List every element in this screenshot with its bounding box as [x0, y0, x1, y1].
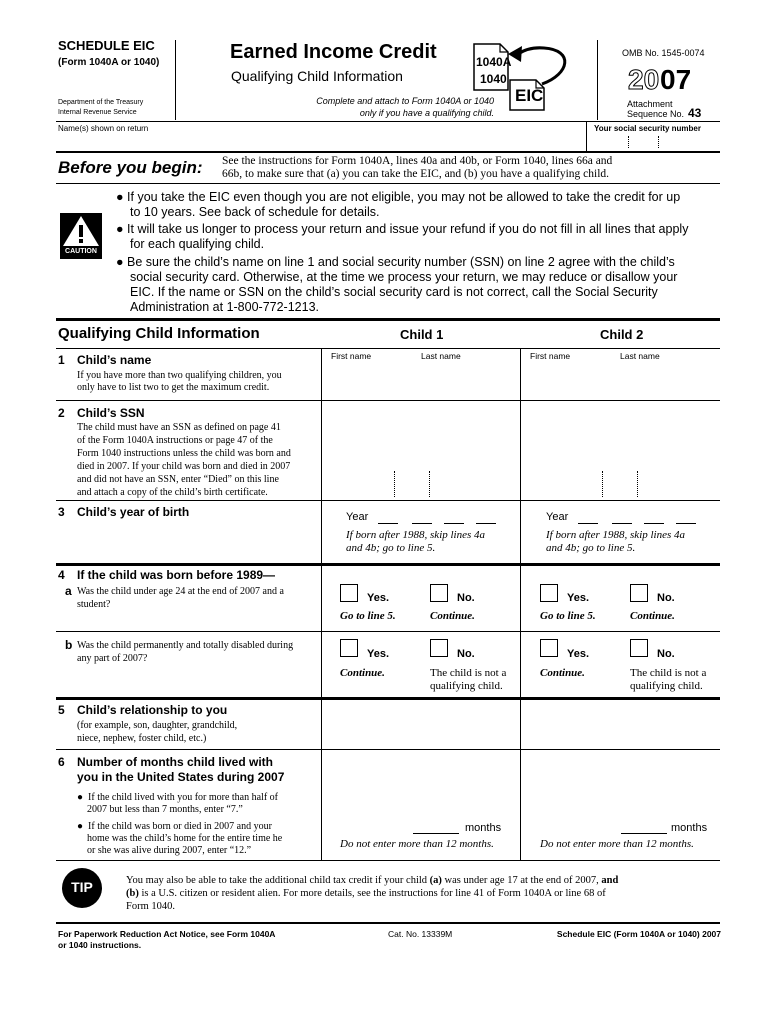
child1-4a-yes-action: Go to line 5. — [340, 610, 396, 622]
sequence-label: Sequence No. — [627, 109, 685, 119]
child2-4a-no-action: Continue. — [630, 610, 675, 622]
line4a-desc-1: Was the child under age 24 at the end of 2007 and a — [77, 586, 284, 597]
year-digit-line — [444, 523, 464, 524]
child1-heading: Child 1 — [400, 327, 444, 342]
not-qualifying-line: qualifying child. — [430, 680, 503, 692]
header-divider-left — [175, 40, 176, 120]
tip-icon — [62, 868, 102, 908]
year-note-line: and 4b; go to line 5. — [546, 542, 636, 554]
ssn-separator — [658, 136, 660, 148]
tip-text — [126, 874, 618, 913]
line5-desc-2: niece, nephew, foster child, etc.) — [77, 733, 207, 744]
child1-months-label: months — [465, 822, 502, 834]
child2-max-note: Do not enter more than 12 months. — [540, 838, 694, 850]
line4a-desc-2: student? — [77, 599, 111, 610]
line1-number: 1 — [58, 353, 65, 367]
logo-eic-text: EIC — [515, 86, 544, 105]
child2-4b-yes-label: Yes. — [567, 648, 590, 660]
header-thick-rule — [56, 151, 720, 153]
form-subtitle: Qualifying Child Information — [231, 68, 403, 84]
child2-first-name-label: First name — [530, 351, 571, 361]
tip-line: You may also be able to take the additional child tax credit if your child (a) was under age 17 at the end of 2007, and — [126, 875, 619, 886]
line4a-letter: a — [65, 584, 72, 598]
child1-ssn-field[interactable] — [323, 403, 518, 499]
ssn-separator — [637, 471, 639, 497]
line6-bullet-2 — [77, 821, 282, 857]
child1-last-name-label: Last name — [421, 351, 461, 361]
omb-number: OMB No. 1545-0074 — [622, 48, 705, 58]
row-thick-rule — [56, 697, 720, 700]
child2-4b-no-checkbox[interactable] — [630, 639, 648, 657]
line6-bullet-1 — [77, 792, 278, 816]
line6-number: 6 — [58, 755, 65, 769]
child2-4a-no-checkbox[interactable] — [630, 584, 648, 602]
child1-4a-yes-checkbox[interactable] — [340, 584, 358, 602]
child1-4b-no-action — [430, 667, 506, 693]
child2-heading: Child 2 — [600, 327, 644, 342]
child2-ssn-field[interactable] — [522, 403, 718, 499]
year-digit-line — [644, 523, 664, 524]
names-label: Name(s) shown on return — [58, 124, 149, 133]
line6-title — [77, 755, 284, 785]
caution-label: CAUTION — [65, 248, 97, 255]
year-bold: 07 — [660, 64, 692, 95]
line2-desc-2: of the Form 1040A instructions or page 47 of the — [77, 435, 273, 446]
line3-number: 3 — [58, 505, 65, 519]
attach-instruction-line1: Complete and attach to Form 1040A or 1040 — [316, 96, 494, 106]
catalog-number: Cat. No. 13339M — [388, 929, 453, 939]
warning-triangle-icon — [60, 213, 102, 249]
bullet-line: ● If the child was born or died in 2007 and your — [77, 821, 272, 832]
schedule-title: SCHEDULE EIC — [58, 38, 155, 53]
child1-4b-yes-label: Yes. — [367, 648, 390, 660]
line6-title-line: you in the United States during 2007 — [77, 770, 285, 784]
line4b-desc-1: Was the child permanently and totally disabled during — [77, 640, 294, 651]
bullet-line: to 10 years. See back of schedule for details. — [130, 205, 380, 219]
child2-4a-yes-checkbox[interactable] — [540, 584, 558, 602]
line4-title: If the child was born before 1989— — [77, 568, 276, 582]
tip-line: Form 1040. — [126, 901, 176, 912]
line6-title-line: Number of months child lived with — [77, 755, 274, 769]
row-thick-rule — [56, 563, 720, 566]
year-note-line: If born after 1988, skip lines 4a — [546, 529, 686, 541]
line2-desc-3: Form 1040 instructions unless the child was born and — [77, 448, 291, 459]
caution-bullet-1 — [116, 190, 680, 220]
bullet-line: EIC. If the name or SSN on the child’s social security card is not correct, call the Social Security — [130, 285, 658, 299]
year-digit-line — [476, 523, 496, 524]
caution-bullet-2 — [116, 222, 688, 252]
ssn-separator — [602, 471, 604, 497]
child2-year-note — [546, 529, 685, 555]
your-ssn-field[interactable] — [594, 134, 720, 150]
months-entry-line — [413, 833, 459, 834]
table-top-rule — [56, 318, 720, 321]
line2-desc-4: died in 2007. If your child was born and died in 2007 — [77, 461, 291, 472]
attachment-label: Attachment — [627, 99, 673, 109]
child1-max-note: Do not enter more than 12 months. — [340, 838, 494, 850]
line1-title: Child’s name — [77, 353, 152, 367]
department-label: Department of the Treasury — [58, 99, 144, 106]
caution-icon — [60, 213, 102, 259]
footer-form-id: Schedule EIC (Form 1040A or 1040) 2007 — [556, 929, 721, 939]
header-rule — [56, 121, 720, 122]
ssn-divider — [586, 121, 587, 151]
year-digit-line — [412, 523, 432, 524]
footer-rule — [56, 922, 720, 924]
year-note-line: and 4b; go to line 5. — [346, 542, 436, 554]
row-rule — [56, 400, 720, 401]
names-field[interactable] — [58, 134, 584, 148]
child1-relationship-field[interactable] — [323, 701, 518, 747]
child1-year-note — [346, 529, 485, 555]
ssn-separator — [628, 136, 630, 148]
paperwork-notice — [58, 929, 275, 951]
child2-4b-yes-checkbox[interactable] — [540, 639, 558, 657]
section-title: Qualifying Child Information — [58, 325, 260, 342]
child1-first-name-label: First name — [331, 351, 372, 361]
bullet-line: home was the child’s home for the entire time he — [87, 833, 283, 844]
child2-4a-yes-label: Yes. — [567, 592, 590, 604]
line1-desc-2: only have to list two to get the maximum credit. — [77, 382, 270, 393]
logo-1040a-text: 1040A — [476, 55, 512, 69]
line4b-letter: b — [65, 638, 73, 652]
bullet-line: ● Be sure the child’s name on line 1 and social security number (SSN) on line 2 agree with the child’s — [116, 255, 675, 269]
child2-name-field[interactable] — [522, 364, 718, 398]
form-title: Earned Income Credit — [230, 41, 437, 63]
line2-desc-5: and did not have an SSN, enter “Died” on this line — [77, 474, 279, 485]
child1-4a-no-checkbox[interactable] — [430, 584, 448, 602]
line4b-desc-2: any part of 2007? — [77, 653, 148, 664]
irs-label: Internal Revenue Service — [58, 109, 137, 116]
child1-4b-yes-checkbox[interactable] — [340, 639, 358, 657]
column-divider-1 — [321, 348, 322, 860]
child2-4a-yes-action: Go to line 5. — [540, 610, 596, 622]
line4-number: 4 — [58, 568, 65, 582]
year-digit-line — [676, 523, 696, 524]
before-line2: 66b, to make sure that (a) you can take the EIC, and (b) you have a qualifying child. — [222, 168, 610, 180]
child1-name-field[interactable] — [323, 364, 518, 398]
caution-bullet-3 — [116, 255, 677, 315]
table-header-rule — [56, 348, 720, 349]
paperwork-notice-line: For Paperwork Reduction Act Notice, see Form 1040A — [58, 929, 276, 939]
row-rule — [56, 631, 720, 632]
year-note-line: If born after 1988, skip lines 4a — [346, 529, 486, 541]
row-rule — [56, 500, 720, 501]
child2-4b-yes-action: Continue. — [540, 667, 585, 679]
bullet-line: ● It will take us longer to process your return and issue your refund if you do not fill in all lines that apply — [116, 222, 689, 236]
year-digit-line — [378, 523, 398, 524]
not-qualifying-line: qualifying child. — [630, 680, 703, 692]
child2-4b-no-action — [630, 667, 706, 693]
child1-4b-yes-action: Continue. — [340, 667, 385, 679]
child2-relationship-field[interactable] — [522, 701, 718, 747]
child1-year-label: Year — [346, 511, 369, 523]
ssn-separator — [429, 471, 431, 497]
paperwork-notice-line: or 1040 instructions. — [58, 940, 142, 950]
column-divider-2 — [520, 348, 521, 860]
tip-line: (b) is a U.S. citizen or resident alien. For more details, see the instructions for line 41 of Form 1040A or line 68 of — [126, 888, 606, 899]
bullet-line: ● If you take the EIC even though you are not eligible, you may not be allowed to take the credit for up — [116, 190, 681, 204]
before-title: Before you begin: — [58, 158, 203, 177]
line3-title: Child’s year of birth — [77, 505, 190, 519]
bullet-line: or she was alive during 2007, enter “12.” — [87, 845, 252, 856]
not-qualifying-line: The child is not a — [630, 667, 707, 679]
child2-last-name-label: Last name — [620, 351, 660, 361]
line5-desc-1: (for example, son, daughter, grandchild, — [77, 720, 238, 731]
bullet-line: Administration at 1-800-772-1213. — [130, 300, 320, 314]
year-digit-line — [612, 523, 632, 524]
child1-4b-no-checkbox[interactable] — [430, 639, 448, 657]
child2-year-label: Year — [546, 511, 569, 523]
child2-months-label: months — [671, 822, 708, 834]
ssn-separator — [394, 471, 396, 497]
bullet-line: for each qualifying child. — [130, 237, 265, 251]
row-rule — [56, 749, 720, 750]
line2-desc-6: and attach a copy of the child’s birth certificate. — [77, 487, 268, 498]
table-bottom-rule — [56, 860, 720, 861]
your-ssn-label: Your social security number — [594, 124, 701, 133]
line2-desc-1: The child must have an SSN as defined on page 41 — [77, 422, 281, 433]
child1-4b-no-label: No. — [457, 648, 475, 660]
line5-number: 5 — [58, 703, 65, 717]
bullet-line: 2007 but less than 7 months, enter “7.” — [87, 804, 243, 815]
before-rule — [56, 183, 720, 184]
tip-label: TIP — [71, 879, 93, 895]
before-line1: See the instructions for Form 1040A, lines 40a and 40b, or Form 1040, lines 66a and — [222, 155, 613, 167]
child2-4b-no-label: No. — [657, 648, 675, 660]
bullet-line: social security card. Otherwise, at the time we process your return, we may reduce or disallow your — [130, 270, 678, 284]
line5-title: Child’s relationship to you — [77, 703, 228, 717]
header-divider-right — [597, 40, 598, 120]
child1-4a-yes-label: Yes. — [367, 592, 390, 604]
line2-title: Child’s SSN — [77, 406, 145, 420]
line1-desc-1: If you have more than two qualifying children, you — [77, 370, 282, 381]
attach-instruction-line2: only if you have a qualifying child. — [359, 108, 494, 118]
line2-number: 2 — [58, 406, 65, 420]
not-qualifying-line: The child is not a — [430, 667, 507, 679]
months-entry-line — [621, 833, 667, 834]
child1-4a-no-action: Continue. — [430, 610, 475, 622]
child1-4a-no-label: No. — [457, 592, 475, 604]
logo-1040-text: 1040 — [480, 72, 507, 86]
sequence-number: 43 — [688, 106, 702, 120]
schedule-subtitle: (Form 1040A or 1040) — [58, 57, 160, 68]
child2-4a-no-label: No. — [657, 592, 675, 604]
year-digit-line — [578, 523, 598, 524]
bullet-line: ● If the child lived with you for more than half of — [77, 792, 278, 803]
year-outline: 20 — [628, 64, 660, 95]
